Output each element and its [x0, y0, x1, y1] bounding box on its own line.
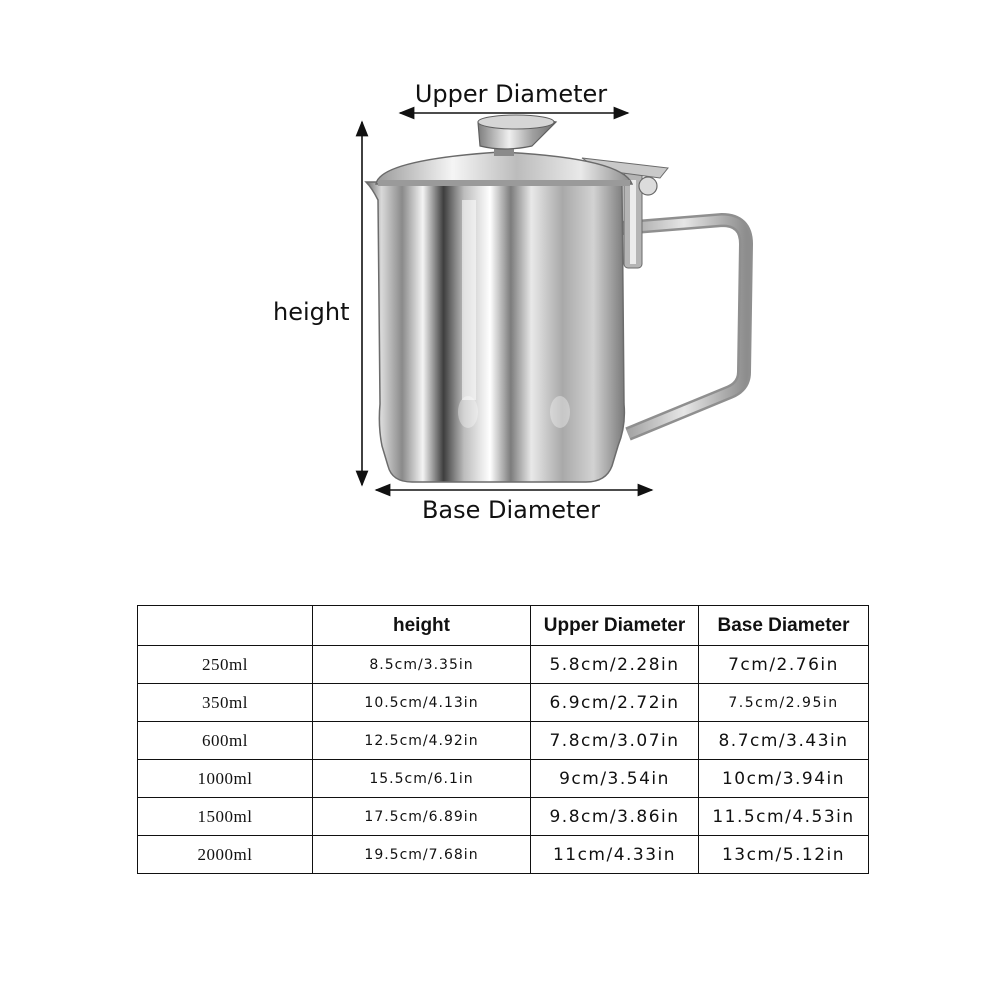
- height-cell: 10.5cm/4.13in: [313, 684, 531, 722]
- header-base-diameter: Base Diameter: [699, 606, 869, 646]
- header-upper-diameter: Upper Diameter: [531, 606, 699, 646]
- upper-diameter-cell: 5.8cm/2.28in: [531, 646, 699, 684]
- base-diameter-label: Base Diameter: [421, 496, 601, 524]
- upper-diameter-cell: 9cm/3.54in: [531, 760, 699, 798]
- height-cell: 12.5cm/4.92in: [313, 722, 531, 760]
- body-reflection-right: [550, 396, 570, 428]
- upper-diameter-cell: 11cm/4.33in: [531, 836, 699, 874]
- table-row: [138, 646, 869, 684]
- base-diameter-cell: 10cm/3.94in: [699, 760, 869, 798]
- capacity-cell: 350ml: [138, 684, 313, 722]
- base-diameter-cell: 7.5cm/2.95in: [699, 684, 869, 722]
- pitcher-lid: [376, 152, 632, 184]
- body-shine: [462, 200, 476, 400]
- capacity-cell: 1000ml: [138, 760, 313, 798]
- header-capacity: [138, 606, 313, 646]
- height-cell: 8.5cm/3.35in: [313, 646, 531, 684]
- size-table: [137, 605, 869, 874]
- upper-diameter-cell: 6.9cm/2.72in: [531, 684, 699, 722]
- capacity-cell: 1500ml: [138, 798, 313, 836]
- base-diameter-cell: 7cm/2.76in: [699, 646, 869, 684]
- height-label: height: [273, 298, 350, 326]
- base-diameter-cell: 11.5cm/4.53in: [699, 798, 869, 836]
- base-diameter-cell: 13cm/5.12in: [699, 836, 869, 874]
- base-diameter-cell: 8.7cm/3.43in: [699, 722, 869, 760]
- capacity-cell: 600ml: [138, 722, 313, 760]
- upper-diameter-cell: 9.8cm/3.86in: [531, 798, 699, 836]
- capacity-cell: 250ml: [138, 646, 313, 684]
- table-row: [138, 722, 869, 760]
- height-cell: 15.5cm/6.1in: [313, 760, 531, 798]
- lid-rim: [378, 180, 630, 186]
- height-cell: 17.5cm/6.89in: [313, 798, 531, 836]
- table-row: [138, 684, 869, 722]
- upper-diameter-cell: 7.8cm/3.07in: [531, 722, 699, 760]
- pitcher-body: [366, 182, 624, 482]
- header-height: height: [313, 606, 531, 646]
- upper-diameter-label: Upper Diameter: [414, 80, 608, 108]
- body-reflection-left: [458, 396, 478, 428]
- table-row: [138, 836, 869, 874]
- height-cell: 19.5cm/7.68in: [313, 836, 531, 874]
- lid-knob: [478, 115, 556, 156]
- table-row: [138, 798, 869, 836]
- table-row: [138, 760, 869, 798]
- capacity-cell: 2000ml: [138, 836, 313, 874]
- table-header-row: [138, 606, 869, 646]
